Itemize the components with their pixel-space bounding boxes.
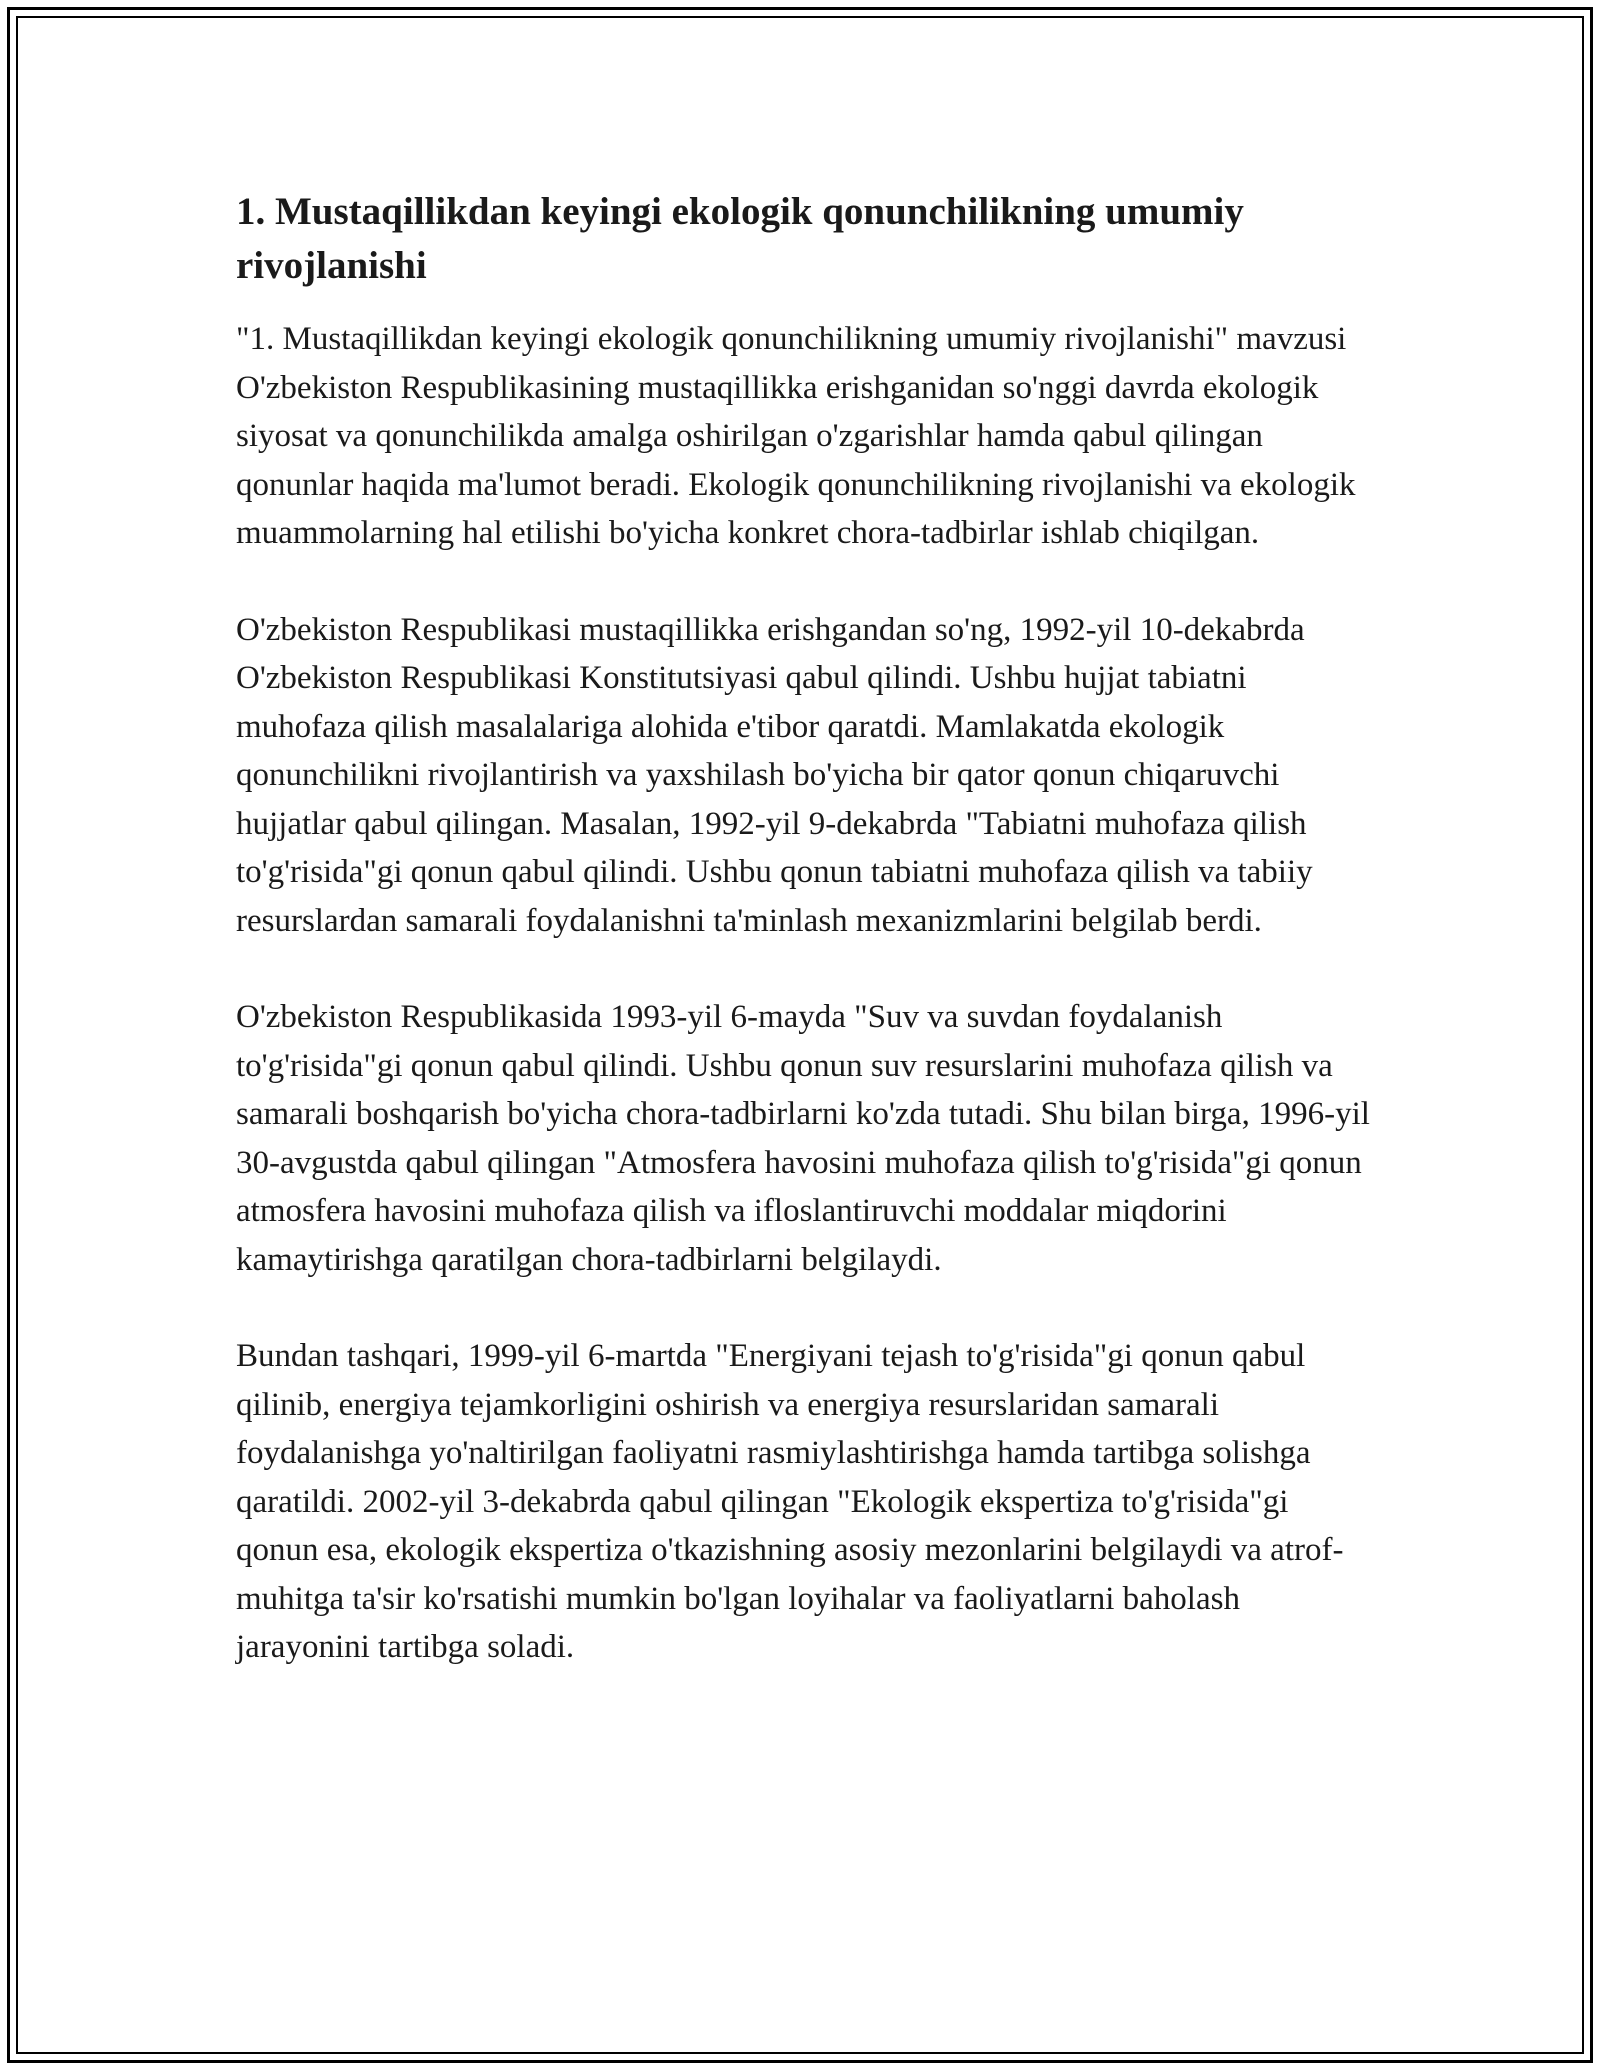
section-heading: 1. Mustaqillikdan keyingi ekologik qonunchilikning umumiy rivojlanishi	[236, 190, 1244, 287]
paragraph-water-law: O'zbekiston Respublikasida 1993-yil 6-mayda "Suv va suvdan foydalanish to'g'risida"gi qonun qabul qilindi. Ushbu qonun suv resurslarini muhofaza qilish va samarali boshqarish bo'yicha chora-tadbirlarni ko'zda tutadi. Shu bilan birga, 1996-yil 30-avgustda qabul qilingan "Atmosfera havosini muhofaza qilish to'g'risida"gi qonun atmosfera havosini muhofaza qilish va ifloslantiruvchi moddalar miqdorini kamaytirishga qaratilgan chora-tadbirlarni belgilaydi.	[236, 999, 1370, 1278]
document-body	[236, 185, 1376, 1720]
paragraph-intro: "1. Mustaqillikdan keyingi ekologik qonunchilikning umumiy rivojlanishi" mavzusi O'zbekiston Respublikasining mustaqillikka erishganidan so'nggi davrda ekologik siyosat va qonunchilikda amalga oshirilgan o'zgarishlar hamda qabul qilingan qonunlar haqida ma'lumot beradi. Ekologik qonunchilikning rivojlanishi va ekologik muammolarning hal etilishi bo'yicha konkret chora-tadbirlar ishlab chiqilgan.	[236, 321, 1356, 551]
paragraph-energy-law: Bundan tashqari, 1999-yil 6-martda "Energiyani tejash to'g'risida"gi qonun qabul qilinib, energiya tejamkorligini oshirish va energiya resurslaridan samarali foydalanishga yo'naltirilgan faoliyatni rasmiylashtirishga hamda tartibga solishga qaratildi. 2002-yil 3-dekabrda qabul qilingan "Ekologik ekspertiza to'g'risida"gi qonun esa, ekologik ekspertiza o'tkazishning asosiy mezonlarini belgilaydi va atrof-muhitga ta'sir ko'rsatishi mumkin bo'lgan loyihalar va faoliyatlarni baholash jarayonini tartibga soladi.	[236, 1338, 1344, 1665]
paragraph-constitution: O'zbekiston Respublikasi mustaqillikka erishgandan so'ng, 1992-yil 10-dekabrda O'zbekiston Respublikasi Konstitutsiyasi qabul qilindi. Ushbu hujjat tabiatni muhofaza qilish masalalariga alohida e'tibor qaratdi. Mamlakatda ekologik qonunchilikni rivojlantirish va yaxshilash bo'yicha bir qator qonun chiqaruvchi hujjatlar qabul qilingan. Masalan, 1992-yil 9-dekabrda "Tabiatni muhofaza qilish to'g'risida"gi qonun qabul qilindi. Ushbu qonun tabiatni muhofaza qilish va tabiiy resurslardan samarali foydalanishni ta'minlash mexanizmlarini belgilab berdi.	[236, 611, 1313, 939]
